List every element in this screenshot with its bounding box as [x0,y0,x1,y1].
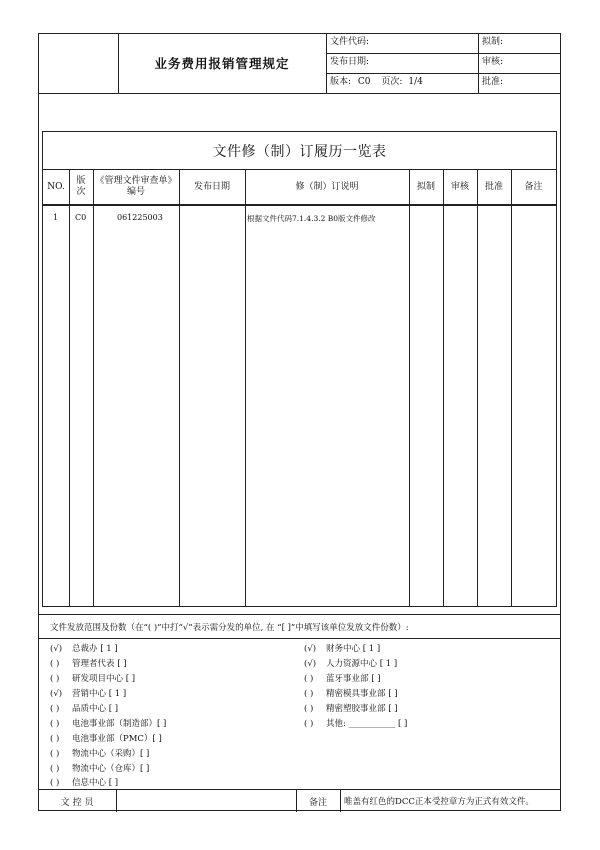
row-version: C0 [75,213,87,222]
dist-label: 管理者代表 [ ] [72,659,127,669]
validity-note: 唯盖有红色的DCC正本受控章方为正式有效文件。 [344,797,534,807]
dist-label: 精密模具事业部 [ ] [326,689,398,699]
review-label: 审核: [482,57,504,67]
dist-mark: (√) [50,689,63,699]
dist-label: 研发项目中心 [ ] [72,674,136,684]
row-description: 根据文件代码7.1.4.3.2 B0版文件修改 [247,214,376,223]
controller-label: 文 控 员 [60,797,94,808]
dist-label: 总裁办 [ 1 ] [72,644,118,654]
col-release-date: 发布日期 [179,169,245,206]
dist-label: 财务中心 [ 1 ] [326,644,381,654]
col-review-line2: 编号 [126,187,145,197]
dist-mark: ( ) [304,689,314,699]
dist-mark: ( ) [304,704,314,714]
dist-mark: ( ) [50,749,60,759]
dist-mark: ( ) [304,674,314,684]
dist-label: 其他: ___________ [ ] [326,719,408,729]
dist-mark: (√) [50,644,63,654]
col-review: 审核 [443,169,477,206]
dist-item-ceo-office [50,642,118,654]
col-review-line1: 《管理文件审查单》 [95,176,177,186]
dist-item-hr [304,657,397,669]
dist-label: 物流中心（仓库）[ ] [72,764,150,774]
col-version-line2: 次 [76,187,86,197]
page-value: 1/4 [408,77,423,87]
dist-label: 物流中心（采购）[ ] [72,749,150,759]
page-label: 页次: [381,77,403,87]
col-no: NO. [43,169,69,206]
version-field [326,73,423,92]
dist-item-precision-mold [304,687,398,699]
col-version-line1: 版 [76,176,86,186]
dist-mark: ( ) [50,719,60,729]
remark-label: 备注 [308,797,327,808]
dist-mark: ( ) [50,704,60,714]
row-no: 1 [53,213,59,222]
dist-item-bluetooth [304,672,381,684]
doc-code-label: 文件代码: [330,37,370,47]
document-footer [38,789,561,812]
distribution-intro: 文件发放范围及份数（在“( )”中打“√”表示需分发的单位, 在 “[ ]”中填写该单位发放文件份数）: [50,623,409,633]
dist-label: 精密塑胶事业部 [ ] [326,704,398,714]
dist-item-logistics-warehouse [50,762,149,774]
dist-item-battery-pmc [50,732,162,744]
dist-mark: ( ) [50,764,60,774]
revision-history-table [42,131,557,607]
approve-label: 批准: [482,77,504,87]
dist-mark: ( ) [50,674,60,684]
dist-mark: ( ) [50,778,60,788]
dist-item-marketing [50,687,126,699]
dist-label: 品质中心 [ ] [72,704,119,714]
dist-label: 电池事业部（制造部）[ ] [72,719,167,729]
release-date-label: 发布日期: [330,57,370,67]
col-description: 修（制）订说明 [245,169,409,206]
dist-item-precision-plastic [304,702,398,714]
version-value: C0 [357,77,371,87]
document-title: 业务费用报销管理规定 [154,56,290,71]
dist-item-rd-center [50,672,135,684]
version-label: 版本: [330,77,352,87]
col-draft: 拟制 [409,169,443,206]
dist-item-other [304,717,407,729]
dist-item-battery-mfg [50,717,166,729]
dist-item-logistics-purchase [50,747,149,759]
dist-label: 电池事业部（PMC）[ ] [72,734,162,744]
row-review-no: 061225003 [117,213,163,222]
dist-item-mgmt-rep [50,657,127,669]
dist-label: 营销中心 [ 1 ] [72,689,127,699]
dist-item-finance [304,642,380,654]
dist-label: 信息中心 [ ] [72,778,119,788]
col-approve: 批准 [477,169,511,206]
dist-label: 蓝牙事业部 [ ] [326,674,381,684]
dist-item-quality [50,702,118,714]
col-remark: 备注 [511,169,556,206]
dist-mark: (√) [304,644,317,654]
dist-mark: (√) [304,659,317,669]
dist-mark: ( ) [304,719,314,729]
dist-label: 人力资源中心 [ 1 ] [326,659,398,669]
revision-table-title: 文件修（制）订履历一览表 [43,132,556,170]
draft-label: 拟制: [482,37,504,47]
dist-mark: ( ) [50,734,60,744]
document-header [38,33,561,93]
header-divider [38,93,561,94]
dist-mark: ( ) [50,659,60,669]
dist-item-info-center [50,776,118,788]
